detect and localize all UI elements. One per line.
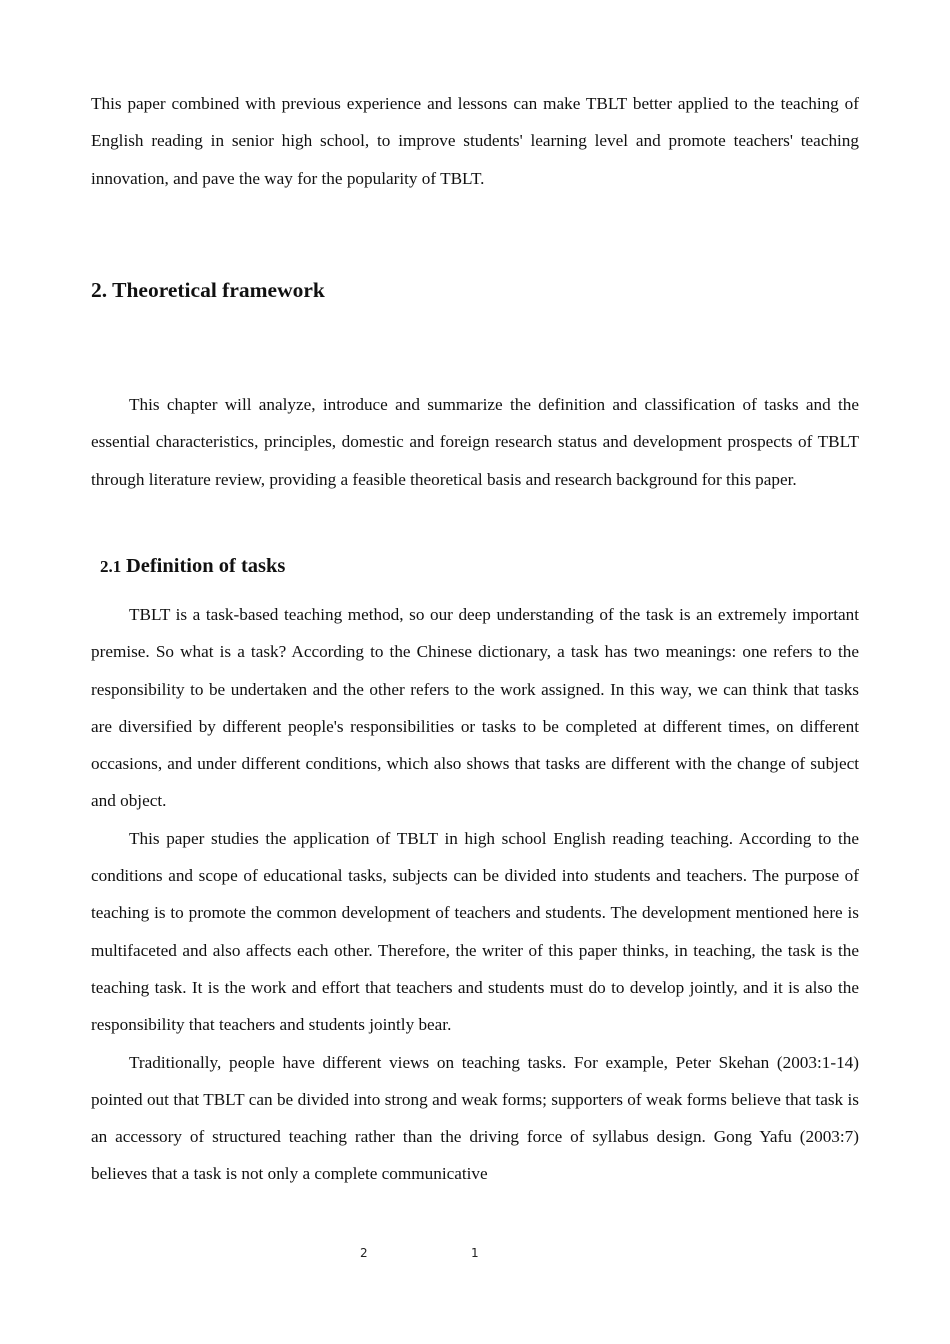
body-paragraph: Traditionally, people have different views on teaching tasks. For example, Peter Skehan (2003:1-14) pointed out that TBLT can be divided into strong and weak forms; supporters of weak forms believe that task is an accessory of structured teaching rather than the driving force of syllabus design. Gong Yafu (2003:7) believes that a task is not only a complete communicative: [91, 1052, 859, 1184]
footer-page-number-right: 1: [471, 1246, 479, 1260]
section-heading: 2. Theoretical framework: [91, 278, 325, 302]
subsection-number: 2.1: [100, 557, 122, 576]
body-paragraph: TBLT is a task-based teaching method, so our deep understanding of the task is an extremely important premise. So what is a task? According to the Chinese dictionary, a task has two meanings: one refers to the responsibility to be undertaken and the other refers to the work assigned. In this way, we can think that tasks are diversified by different people's responsibilities or tasks to be completed at different times, on different occasions, and under different conditions, which also shows that tasks are different with the change of subject and object.: [91, 605, 859, 811]
footer-page-number-left: 2: [360, 1246, 368, 1260]
intro-paragraph: This paper combined with previous experience and lessons can make TBLT better applied to the teaching of English reading in senior high school, to improve students' learning level and promote teachers' teaching innovation, and pave the way for the popularity of TBLT.: [91, 94, 859, 188]
subsection-title: Definition of tasks: [125, 555, 286, 577]
subsection-body: [91, 596, 859, 1193]
subsection-heading: [100, 550, 285, 583]
chapter-overview-paragraph: This chapter will analyze, introduce and summarize the definition and classification of tasks and the essential characteristics, principles, domestic and foreign research status and development prospects of TBLT through literature review, providing a feasible theoretical basis and research background for this paper.: [91, 395, 859, 489]
body-paragraph: This paper studies the application of TBLT in high school English reading teaching. According to the conditions and scope of educational tasks, subjects can be divided into students and teachers. The purpose of teaching is to promote the common development of teachers and students. The development mentioned here is multifaceted and also affects each other. Therefore, the writer of this paper thinks, in teaching, the task is the teaching task. It is the work and effort that teachers and students must do to develop jointly, and it is also the responsibility that teachers and students jointly bear.: [91, 828, 859, 1035]
